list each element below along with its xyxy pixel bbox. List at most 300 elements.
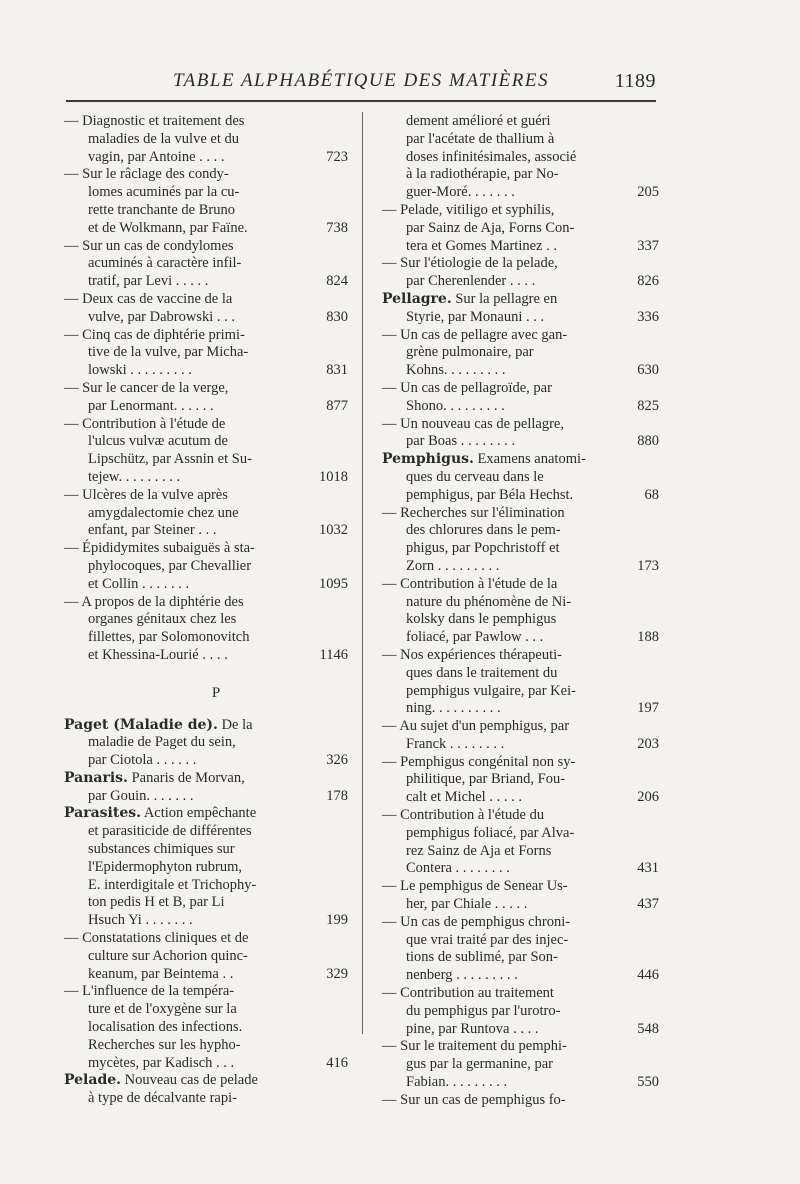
index-entry <box>382 255 657 291</box>
entry-text: — Sur le traitement du pemphi- <box>382 1038 567 1055</box>
entry-line <box>382 416 657 434</box>
entry-line <box>382 896 657 914</box>
entry-text: à la radiothérapie, par No- <box>406 166 559 183</box>
entry-line <box>64 416 344 434</box>
entry-page: 825 <box>637 397 659 414</box>
entry-keyword: Pemphigus. <box>382 451 474 468</box>
entry-text: tive de la vulve, par Micha- <box>88 344 249 361</box>
entry-line <box>382 878 657 896</box>
index-entry <box>382 754 657 807</box>
index-entry <box>64 486 348 540</box>
entry-line <box>64 1055 344 1073</box>
entry-line <box>382 451 657 469</box>
entry-line <box>382 505 657 523</box>
entry-text: et parasiticide de différentes <box>88 823 252 840</box>
entry-text: phigus, par Popchristoff et <box>406 540 560 557</box>
entry-page: 206 <box>637 789 659 806</box>
entry-page: 203 <box>637 735 659 752</box>
running-header <box>66 70 656 98</box>
entry-line <box>64 948 344 966</box>
entry-text: localisation des infections. <box>88 1019 243 1036</box>
entry-page: 880 <box>637 433 659 450</box>
entry-text: — Le pemphigus de Senear Us- <box>382 878 568 895</box>
entry-text: pemphigus foliacé, par Alva- <box>406 824 575 841</box>
entry-text: — Deux cas de vaccine de la <box>64 290 233 307</box>
entry-text: culture sur Achorion quinc- <box>88 947 248 964</box>
entry-page: 326 <box>326 752 348 769</box>
entry-line <box>64 202 344 220</box>
entry-page: 1146 <box>319 646 348 663</box>
entry-line <box>382 149 657 167</box>
entry-keyword: Pelade. <box>64 1072 122 1089</box>
entry-page: 1095 <box>319 575 348 592</box>
section-letter: P <box>211 684 221 701</box>
entry-text: — Sur un cas de condylomes <box>64 237 234 254</box>
entry-text: dement amélioré et guéri <box>406 113 551 129</box>
entry-line <box>382 202 657 220</box>
left-column <box>64 113 348 1108</box>
entry-page: 205 <box>637 184 659 201</box>
entry-line <box>64 576 344 594</box>
entry-text: Sur la pellagre en <box>451 290 558 307</box>
index-entry <box>382 1038 657 1091</box>
entry-text: l'ulcus vulvæ acutum de <box>88 433 228 450</box>
entry-line <box>64 594 344 612</box>
entry-page: 188 <box>637 629 659 646</box>
entry-line <box>382 362 657 380</box>
index-entry <box>382 505 657 576</box>
page-number: 1189 <box>614 70 656 92</box>
entry-text: amygdalectomie chez une <box>88 504 239 521</box>
entry-text: lowski . . . . . . . . . <box>88 362 192 379</box>
entry-text: her, par Chiale . . . . . <box>406 896 528 913</box>
entry-page: 824 <box>326 273 348 290</box>
entry-text: doses infinitésimales, associé <box>406 148 577 165</box>
index-entry <box>382 291 657 327</box>
entry-text: — Un nouveau cas de pellagre, <box>382 415 564 432</box>
entry-line <box>382 220 657 238</box>
entry-text: Zorn . . . . . . . . . <box>406 557 500 574</box>
entry-text: — Sur un cas de pemphigus fo- <box>382 1091 566 1108</box>
entry-text: enfant, par Steiner . . . <box>88 522 217 539</box>
entry-page: 1032 <box>319 522 348 539</box>
entry-text: phylocoques, par Chevallier <box>88 557 252 574</box>
entry-line <box>382 789 657 807</box>
entry-line <box>382 166 657 184</box>
entry-line <box>382 522 657 540</box>
index-entry <box>382 718 657 754</box>
entry-page: 431 <box>637 860 659 877</box>
index-entry <box>64 415 348 487</box>
index-entry <box>64 326 348 380</box>
entry-line <box>382 291 657 309</box>
entry-text: — Cinq cas de diphtérie primi- <box>64 326 245 343</box>
entry-line <box>382 1056 657 1074</box>
entry-text: — Sur l'étiologie de la pelade, <box>382 255 558 272</box>
entry-line <box>64 487 344 505</box>
entry-text: Recherches sur les hypho- <box>88 1036 241 1053</box>
entry-line <box>382 629 657 647</box>
entry-line <box>64 113 344 131</box>
entry-line <box>64 983 344 1001</box>
entry-text: tratif, par Levi . . . . . <box>88 273 209 290</box>
entry-page: 1018 <box>319 468 348 485</box>
entry-line <box>64 788 344 806</box>
entry-line <box>382 736 657 754</box>
entry-text: — Contribution à l'étude de <box>64 415 226 432</box>
index-entry <box>382 985 657 1038</box>
entry-text: ques dans le traitement du <box>406 664 558 681</box>
index-entry <box>64 540 348 593</box>
right-column <box>382 113 657 1110</box>
entry-line <box>64 327 344 345</box>
entry-line <box>382 700 657 718</box>
entry-line <box>382 1003 657 1021</box>
index-entry <box>382 1092 657 1110</box>
index-entry <box>382 914 657 985</box>
entry-line <box>382 985 657 1003</box>
entry-line <box>382 469 657 487</box>
entry-line <box>382 1021 657 1039</box>
index-entry <box>382 202 657 255</box>
index-entry <box>64 113 348 166</box>
entry-line <box>64 309 344 327</box>
entry-line <box>64 770 344 788</box>
entry-text: rette tranchante de Bruno <box>88 201 235 218</box>
entry-line <box>64 894 344 912</box>
entry-line <box>64 1019 344 1037</box>
entry-text: maladies de la vulve et du <box>88 130 239 147</box>
entry-text: — Contribution à l'étude de la <box>382 575 558 592</box>
entry-text: Contera . . . . . . . . <box>406 860 510 877</box>
entry-page: 336 <box>637 308 659 325</box>
entry-line <box>64 149 344 167</box>
entry-text: organes génitaux chez les <box>88 611 237 628</box>
entry-keyword: Parasites. <box>64 805 141 822</box>
header-title: TABLE ALPHABÉTIQUE DES MATIÈRES <box>173 70 549 91</box>
entry-page: 630 <box>637 362 659 379</box>
index-entry <box>64 1072 344 1108</box>
index-entry <box>64 769 348 806</box>
entry-text: grène pulmonaire, par <box>406 344 534 361</box>
entry-line <box>382 184 657 202</box>
entry-page: 830 <box>326 308 348 325</box>
entry-line <box>64 611 344 629</box>
entry-line <box>382 487 657 505</box>
entry-text: — A propos de la diphtérie des <box>64 593 244 610</box>
entry-text: — L'influence de la tempéra- <box>64 983 235 1000</box>
entry-text: — Épididymites subaiguës à sta- <box>64 540 255 557</box>
entry-text: — Constatations cliniques et de <box>64 930 249 947</box>
entry-page: 738 <box>326 219 348 236</box>
entry-text: par Ciotola . . . . . . <box>88 752 197 769</box>
entry-text: — Diagnostic et traitement des <box>64 113 245 129</box>
entry-text: vulve, par Dabrowski . . . <box>88 308 235 325</box>
entry-text: tera et Gomes Martinez . . <box>406 237 557 254</box>
entry-line <box>382 754 657 772</box>
entry-text: et Collin . . . . . . . <box>88 575 190 592</box>
entry-line <box>382 914 657 932</box>
entry-text: ton pedis H et B, par Li <box>88 894 225 911</box>
entry-line <box>382 843 657 861</box>
entry-text: substances chimiques sur <box>88 841 235 858</box>
entry-text: Hsuch Yi . . . . . . . <box>88 912 193 929</box>
entry-line <box>382 113 657 131</box>
entry-text: lomes acuminés par la cu- <box>88 184 240 201</box>
entry-line <box>64 841 344 859</box>
entry-page: 68 <box>644 486 659 503</box>
column-divider <box>362 112 363 1034</box>
entry-text: — Sur le cancer de la verge, <box>64 379 229 396</box>
entry-text: kolsky dans le pemphigus <box>406 611 557 628</box>
index-entry <box>64 379 348 416</box>
entry-line <box>64 717 344 735</box>
entry-line <box>64 877 344 895</box>
entry-text: acuminés à caractère infil- <box>88 255 242 272</box>
entry-page: 877 <box>326 397 348 414</box>
entry-text: — Pelade, vitiligo et syphilis, <box>382 201 555 218</box>
index-entry <box>382 451 657 504</box>
entry-line <box>64 184 344 202</box>
entry-text: pine, par Runtova . . . . <box>406 1020 539 1037</box>
entry-text: ques du cerveau dans le <box>406 468 544 485</box>
index-entry <box>382 807 657 878</box>
entry-line <box>64 433 344 451</box>
entry-text: à type de décalvante rapi- <box>88 1090 237 1107</box>
entry-text: De la <box>217 716 253 733</box>
entry-page: 826 <box>637 273 659 290</box>
entry-line <box>64 380 344 398</box>
entry-text: philitique, par Briand, Fou- <box>406 771 566 788</box>
entry-text: du pemphigus par l'urotro- <box>406 1002 561 1019</box>
entry-text: nature du phénomène de Ni- <box>406 593 572 610</box>
entry-line <box>64 966 344 984</box>
entry-line <box>382 807 657 825</box>
index-entry <box>382 380 657 416</box>
index-entry <box>64 290 348 327</box>
entry-text: — Un cas de pellagroïde, par <box>382 379 552 396</box>
entry-line <box>382 344 657 362</box>
entry-line <box>382 594 657 612</box>
entry-text: et de Wolkmann, par Faïne. <box>88 219 248 236</box>
entry-line <box>64 522 344 540</box>
entry-line <box>64 734 344 752</box>
entry-text: pemphigus, par Béla Hechst. <box>406 486 574 503</box>
entry-line <box>64 540 344 558</box>
entry-line <box>382 558 657 576</box>
entry-line <box>64 255 344 273</box>
entry-text: Action empêchante <box>141 805 257 822</box>
entry-page: 178 <box>326 787 348 804</box>
entry-line <box>64 131 344 149</box>
entry-line <box>382 932 657 950</box>
entry-line <box>382 540 657 558</box>
entry-page: 197 <box>637 700 659 717</box>
entry-text: — Un cas de pellagre avec gan- <box>382 326 568 343</box>
index-entry <box>64 593 348 665</box>
entry-text: par Boas . . . . . . . . <box>406 433 516 450</box>
entry-line <box>382 309 657 327</box>
entry-keyword: Paget (Maladie de). <box>64 716 218 733</box>
entry-line <box>382 1038 657 1056</box>
index-entry <box>64 805 348 930</box>
index-entry <box>382 113 657 202</box>
entry-text: par l'acétate de thallium à <box>406 130 555 147</box>
entry-line <box>382 1074 657 1092</box>
entry-text: gus par la germanine, par <box>406 1056 553 1073</box>
entry-text: Styrie, par Monauni . . . <box>406 308 545 325</box>
index-entry <box>64 983 348 1072</box>
entry-text: par Gouin. . . . . . . <box>88 787 194 804</box>
entry-text: par Cherenlender . . . . <box>406 273 536 290</box>
entry-page: 723 <box>326 148 348 165</box>
entry-line <box>64 362 344 380</box>
entry-text: calt et Michel . . . . . <box>406 789 522 806</box>
entry-text: tejew. . . . . . . . . <box>88 468 181 485</box>
index-entry <box>382 416 657 452</box>
entry-text: rez Sainz de Aja et Forns <box>406 842 552 859</box>
entry-text: — Recherches sur l'élimination <box>382 504 565 521</box>
entry-line <box>64 558 344 576</box>
entry-line <box>64 859 344 877</box>
index-entry <box>64 716 348 770</box>
entry-text: — Au sujet d'un pemphigus, par <box>382 718 570 735</box>
entry-text: ning. . . . . . . . . . <box>406 700 501 717</box>
entry-text: — Contribution au traitement <box>382 985 554 1002</box>
entry-text: par Sainz de Aja, Forns Con- <box>406 219 575 236</box>
entry-line <box>64 273 344 291</box>
entry-text: — Un cas de pemphigus chroni- <box>382 913 571 930</box>
entry-text: — Ulcères de la vulve après <box>64 486 228 503</box>
index-entry <box>64 930 348 983</box>
entry-line <box>382 273 657 291</box>
entry-text: des chlorures dans le pem- <box>406 522 561 539</box>
entry-line <box>64 930 344 948</box>
entry-page: 550 <box>637 1074 659 1091</box>
entry-text: tions de sublimé, par Son- <box>406 949 558 966</box>
entry-text: Nouveau cas de pelade <box>121 1072 258 1089</box>
entry-line <box>64 752 344 770</box>
entry-text: vagin, par Antoine . . . . <box>88 148 225 165</box>
entry-page: 446 <box>637 967 659 984</box>
entry-line <box>382 611 657 629</box>
entry-page: 416 <box>326 1054 348 1071</box>
entry-text: que vrai traité par des injec- <box>406 931 569 948</box>
entry-line <box>64 291 344 309</box>
entry-line <box>382 718 657 736</box>
entry-line <box>382 398 657 416</box>
entry-keyword: Panaris. <box>64 769 128 786</box>
entry-line <box>64 1072 344 1090</box>
entry-text: et Khessina-Lourié . . . . <box>88 646 228 663</box>
entry-line <box>64 805 344 823</box>
entry-text: Kohns. . . . . . . . . <box>406 362 506 379</box>
header-rule <box>66 100 656 102</box>
entry-text: Franck . . . . . . . . <box>406 735 505 752</box>
entry-line <box>64 238 344 256</box>
entry-page: 831 <box>326 362 348 379</box>
entry-text: Panaris de Morvan, <box>127 769 245 786</box>
index-entry <box>382 647 657 718</box>
entry-line <box>64 505 344 523</box>
entry-line <box>64 344 344 362</box>
entry-line <box>382 967 657 985</box>
entry-line <box>382 576 657 594</box>
entry-page: 329 <box>326 965 348 982</box>
entry-line <box>64 220 344 238</box>
index-entry <box>382 576 657 647</box>
entry-line <box>64 647 344 665</box>
entry-text: Examens anatomi- <box>473 451 586 468</box>
entry-line <box>64 1090 344 1108</box>
index-entry <box>382 327 657 380</box>
index-entry <box>382 878 657 914</box>
entry-page: 437 <box>637 896 659 913</box>
entry-line <box>64 1001 344 1019</box>
entry-line <box>382 683 657 701</box>
entry-text: l'Epidermophyton rubrum, <box>88 858 243 875</box>
entry-text: Fabian. . . . . . . . . <box>406 1074 508 1091</box>
entry-line <box>382 1092 657 1110</box>
entry-text: Shono. . . . . . . . . <box>406 397 505 414</box>
entry-text: mycètes, par Kadisch . . . <box>88 1054 235 1071</box>
entry-text: — Sur le râclage des condy- <box>64 166 229 183</box>
entry-line <box>382 327 657 345</box>
entry-line <box>64 629 344 647</box>
entry-line <box>382 665 657 683</box>
entry-line <box>382 949 657 967</box>
entry-line <box>382 238 657 256</box>
entry-text: guer-Moré. . . . . . . <box>406 184 515 201</box>
entry-text: fillettes, par Solomonovitch <box>88 629 250 646</box>
entry-line <box>64 912 344 930</box>
entry-line <box>64 166 344 184</box>
entry-line <box>382 860 657 878</box>
entry-text: — Nos expériences thérapeuti- <box>382 646 562 663</box>
entry-page: 548 <box>637 1020 659 1037</box>
entry-line <box>382 433 657 451</box>
entry-text: par Lenormant. . . . . . <box>88 397 214 414</box>
index-entry <box>64 237 348 291</box>
entry-line <box>382 771 657 789</box>
entry-text: E. interdigitale et Trichophy- <box>88 876 257 893</box>
entry-text: ture et de l'oxygène sur la <box>88 1001 237 1018</box>
index-entry <box>64 166 348 237</box>
entry-line <box>382 825 657 843</box>
entry-line <box>382 380 657 398</box>
entry-page: 199 <box>326 912 348 929</box>
entry-line <box>64 823 344 841</box>
entry-line <box>382 131 657 149</box>
entry-line <box>382 255 657 273</box>
entry-text: — Contribution à l'étude du <box>382 807 545 824</box>
entry-text: keanum, par Beintema . . <box>88 965 234 982</box>
entry-line <box>64 398 344 416</box>
entry-page: 337 <box>637 237 659 254</box>
entry-text: — Pemphigus congénital non sy- <box>382 753 576 770</box>
entry-page: 173 <box>637 557 659 574</box>
entry-line <box>64 469 344 487</box>
entry-line <box>64 1037 344 1055</box>
entry-line <box>64 451 344 469</box>
entry-keyword: Pellagre. <box>382 290 452 307</box>
entry-text: foliacé, par Pawlow . . . <box>406 629 544 646</box>
entry-text: maladie de Paget du sein, <box>88 734 236 751</box>
entry-line <box>382 647 657 665</box>
entry-text: pemphigus vulgaire, par Kei- <box>406 682 576 699</box>
entry-text: nenberg . . . . . . . . . <box>406 967 518 984</box>
entry-text: Lipschütz, par Assnin et Su- <box>88 451 252 468</box>
